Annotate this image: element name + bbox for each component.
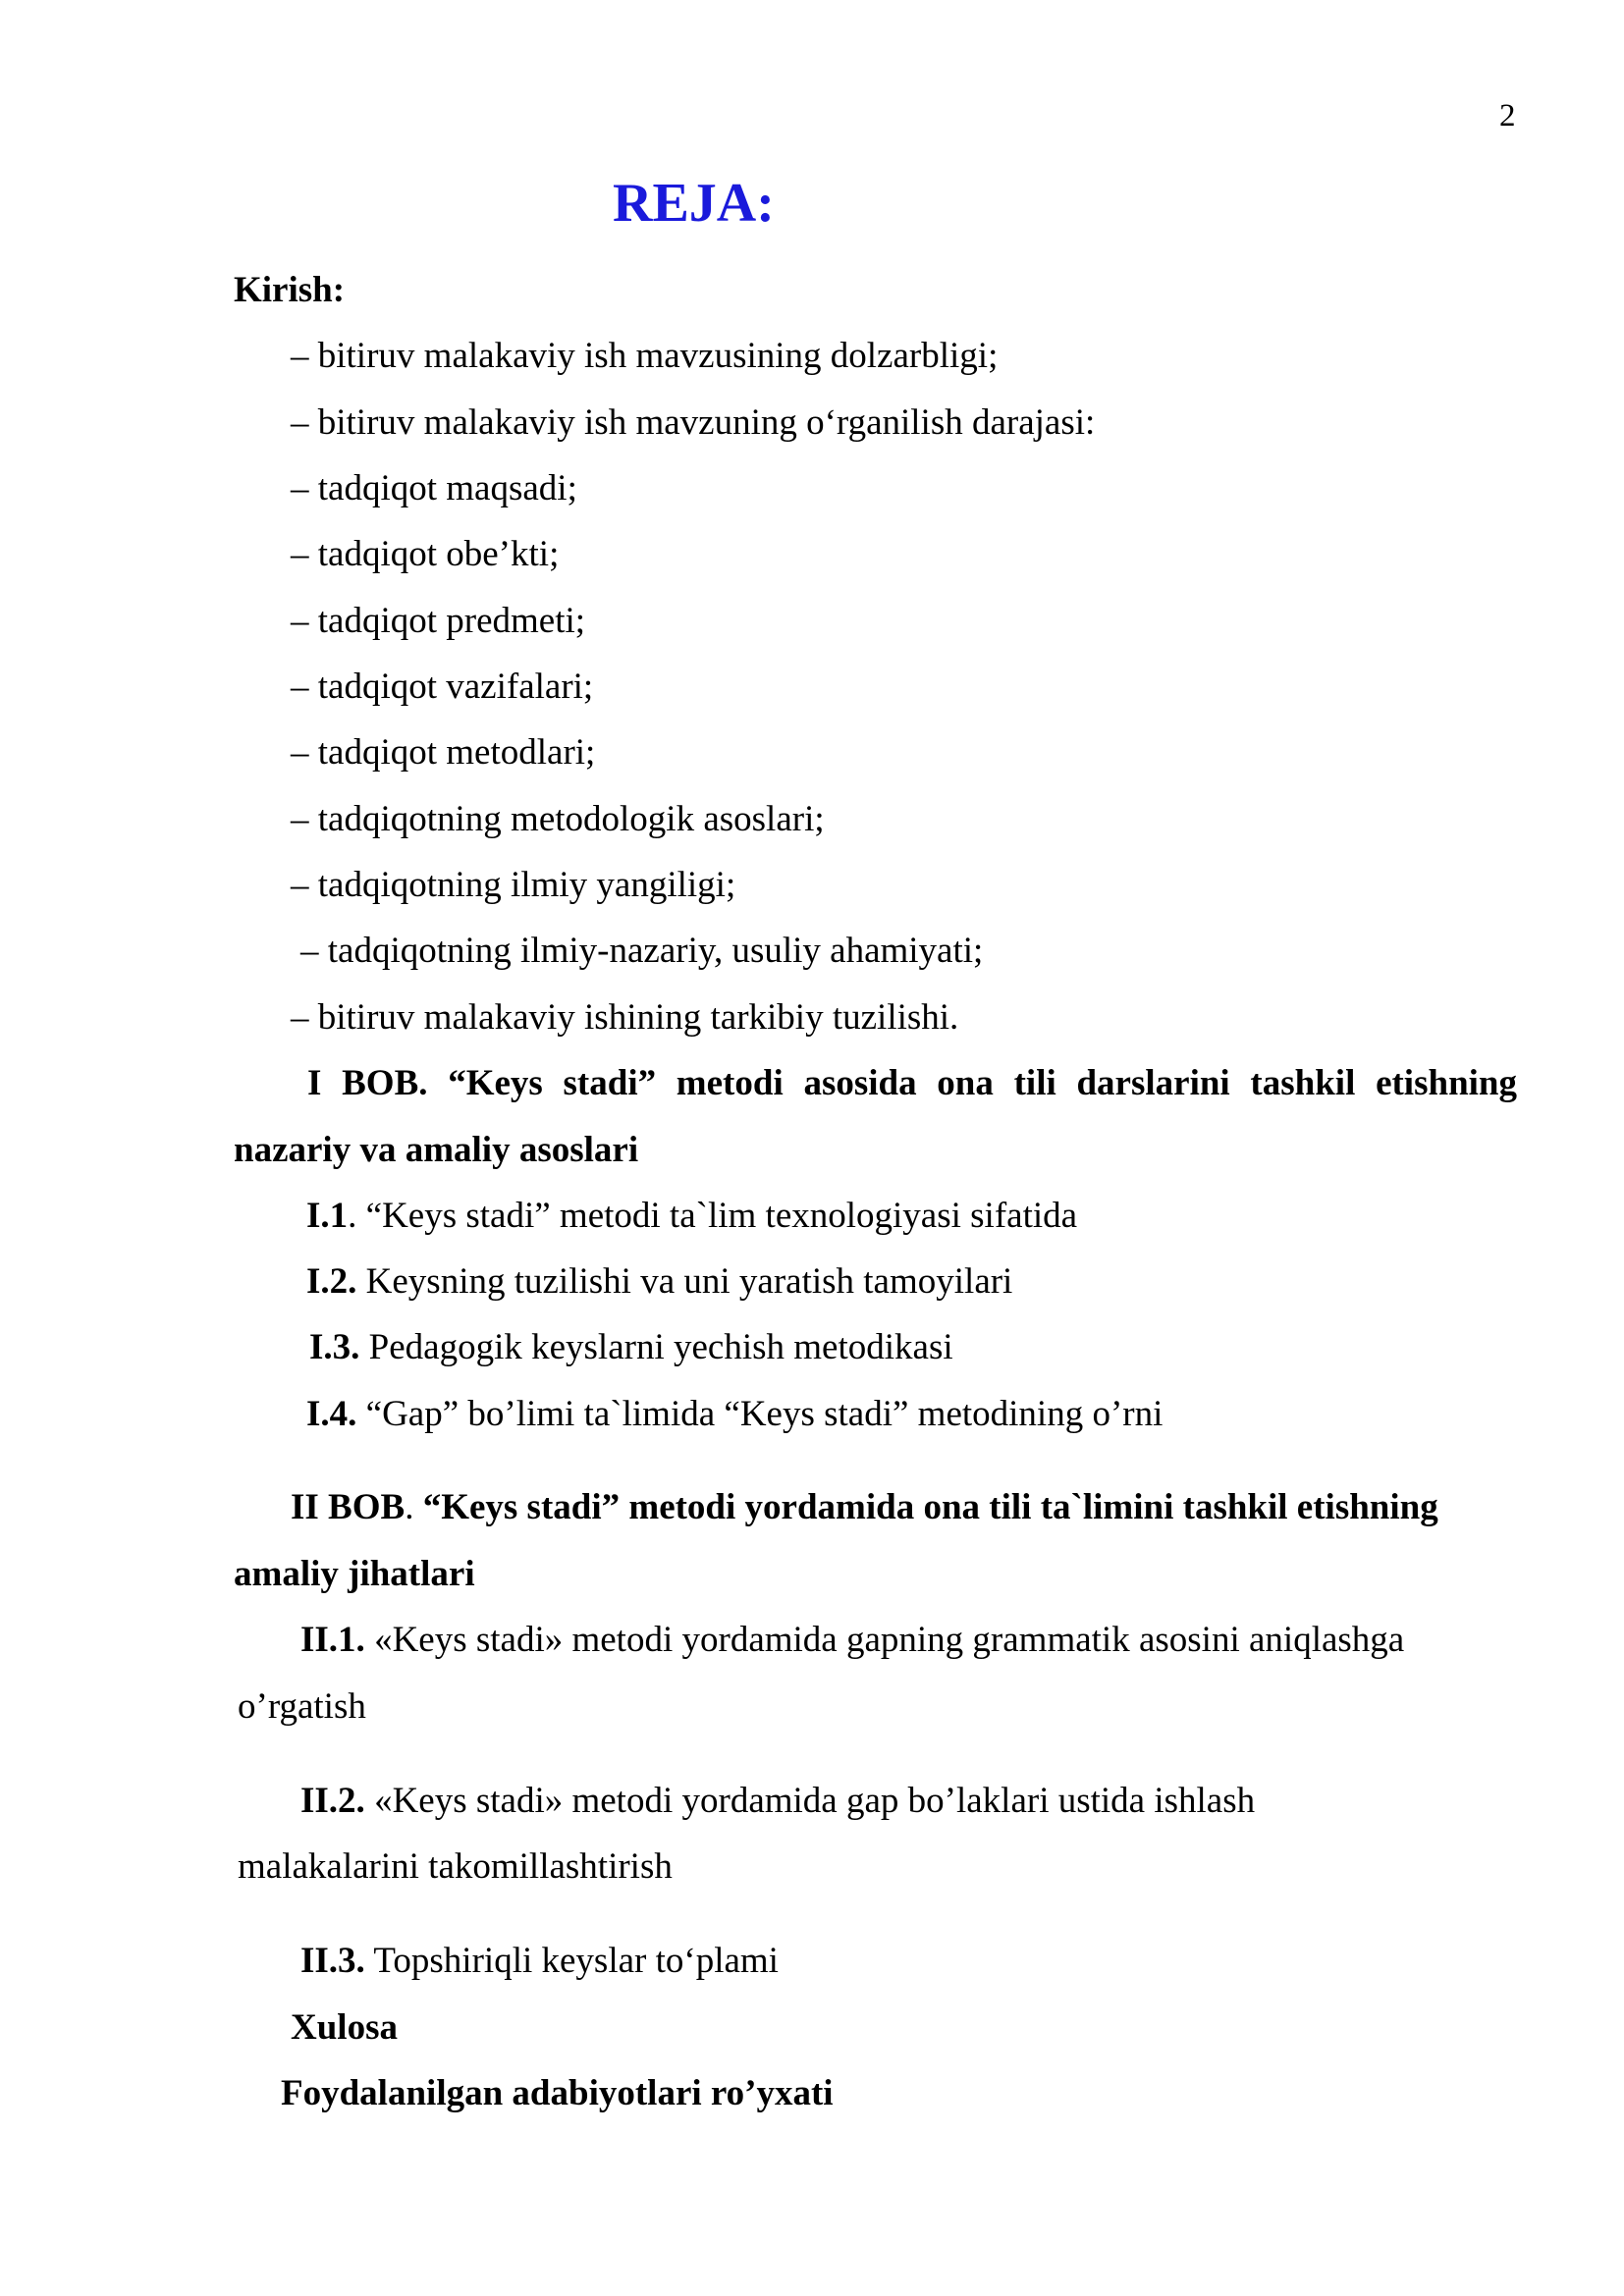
chapter1-section <box>306 1194 1077 1238</box>
chapter2-title: “Keys stadi” metodi yordamida ona tili ta`limini tashkil etishning <box>422 1487 1438 1527</box>
intro-item: – tadqiqot vazifalari; <box>291 667 594 707</box>
intro-item: – tadqiqot metodlari; <box>291 732 596 773</box>
chapter1-section <box>306 1392 1163 1436</box>
chapter2-section <box>300 1939 779 1983</box>
chapter2-heading <box>291 1485 1438 1529</box>
chapter2-label: II BOB <box>291 1487 406 1527</box>
chapter2-label-sep: . <box>405 1487 423 1527</box>
chapter2-heading-cont: amaliy jihatlari <box>234 1554 475 1594</box>
section-title: . “Keys stadi” metodi ta`lim texnologiyasi sifatida <box>348 1196 1078 1236</box>
section-number: I.2. <box>306 1261 357 1302</box>
chapter1-heading: I BOB. “Keys stadi” metodi asosida ona tili darslarini tashkil etishning nazariy va amaliy asoslari <box>234 1063 1517 1170</box>
section-number: I.4. <box>306 1394 357 1434</box>
intro-item: – bitiruv malakaviy ish mavzuning o‘rganilish darajasi: <box>291 402 1096 443</box>
plan-title: REJA: <box>613 173 775 234</box>
intro-item: – tadqiqot predmeti; <box>291 601 586 641</box>
page-number: 2 <box>1499 98 1516 133</box>
section-title: Keysning tuzilishi va uni yaratish tamoyilari <box>356 1261 1013 1302</box>
intro-item: – tadqiqot maqsadi; <box>291 468 577 508</box>
section-number: II.2. <box>300 1781 365 1821</box>
chapter1-section <box>306 1259 1012 1304</box>
section-number: I.1 <box>306 1196 349 1236</box>
intro-item: – tadqiqot obe’kti; <box>291 534 560 574</box>
section-title: «Keys stadi» metodi yordamida gapning grammatik asosini aniqlashga <box>364 1620 1405 1660</box>
intro-heading: Kirish: <box>234 270 346 310</box>
section-number: II.1. <box>300 1620 365 1660</box>
section-title: Pedagogik keyslarni yechish metodikasi <box>359 1327 953 1367</box>
section-title: “Gap” bo’limi ta`limida “Keys stadi” metodining o’rni <box>356 1394 1164 1434</box>
section-title: «Keys stadi» metodi yordamida gap bo’laklari ustida ishlash <box>364 1781 1256 1821</box>
section-number: II.3. <box>300 1941 365 1981</box>
section-number: I.3. <box>309 1327 360 1367</box>
intro-item: – tadqiqotning metodologik asoslari; <box>291 799 825 839</box>
chapter2-section-cont: o’rgatish <box>238 1686 366 1727</box>
chapter2-section <box>300 1779 1255 1823</box>
chapter1-section <box>309 1325 953 1369</box>
intro-item: – tadqiqotning ilmiy-nazariy, usuliy ahamiyati; <box>300 931 984 971</box>
intro-item: – tadqiqotning ilmiy yangiligi; <box>291 865 736 905</box>
chapter2-section <box>300 1618 1404 1662</box>
conclusion-heading: Xulosa <box>291 2007 398 2048</box>
chapter2-section-cont: malakalarini takomillashtirish <box>238 1846 673 1887</box>
intro-item: – bitiruv malakaviy ish mavzusining dolzarbligi; <box>291 336 999 376</box>
intro-item: – bitiruv malakaviy ishining tarkibiy tuzilishi. <box>291 997 959 1038</box>
section-title: Topshiriqli keyslar to‘plami <box>364 1941 779 1981</box>
references-heading: Foydalanilgan adabiyotlari ro’yxati <box>281 2073 834 2113</box>
